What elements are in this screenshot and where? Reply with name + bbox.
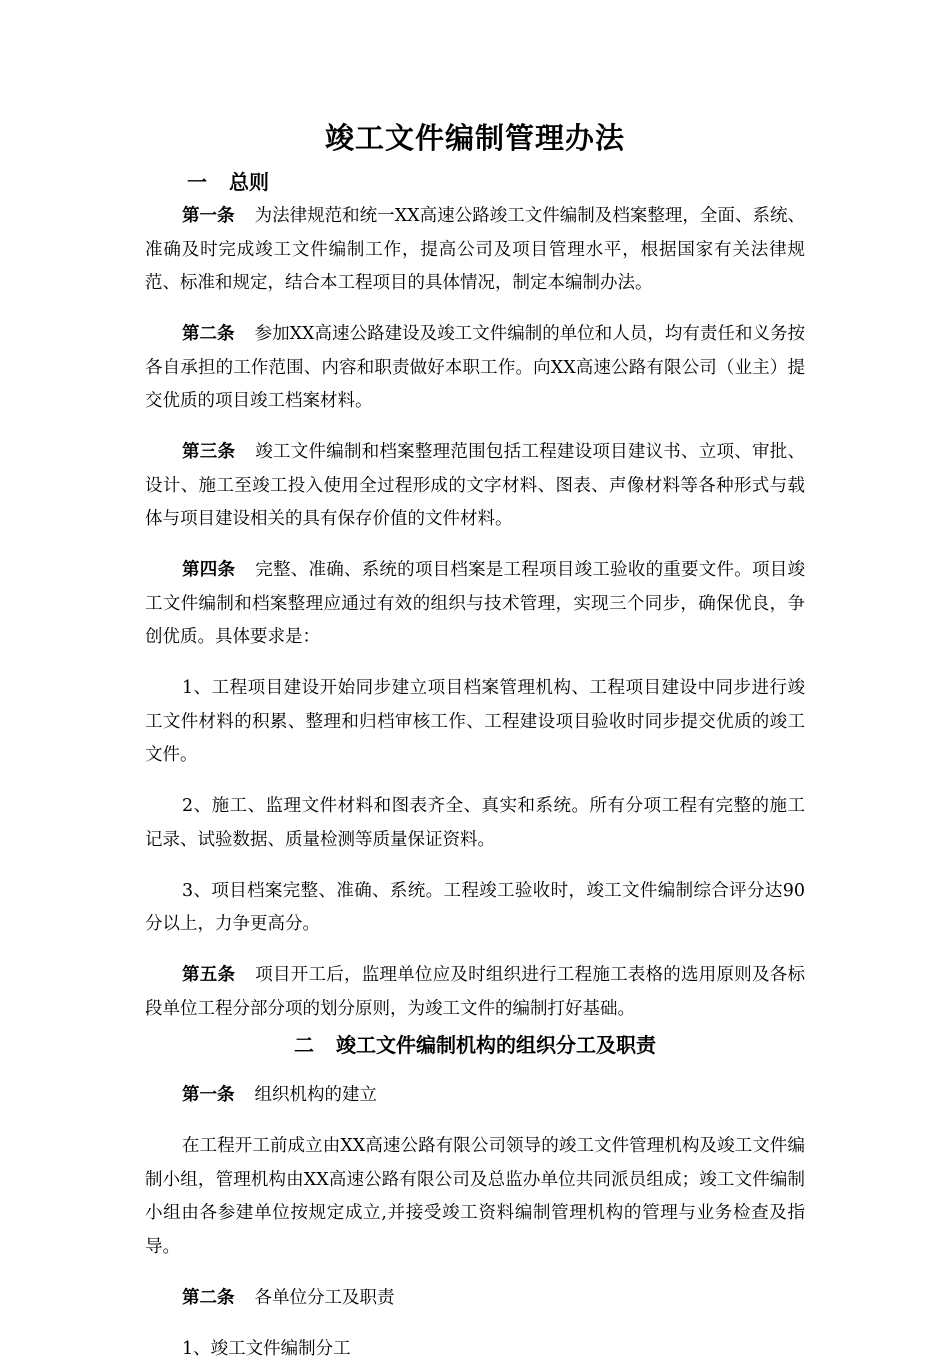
article-paragraph xyxy=(145,1282,805,1316)
article-text: 项目开工后，监理单位应及时组织进行工程施工表格的选用原则及各标段单位工程分部分项的划分原则，为竣工文件的编制打好基础。 xyxy=(145,965,806,1019)
article-paragraph xyxy=(145,959,805,1026)
article-paragraph xyxy=(145,200,805,301)
article-paragraph xyxy=(145,436,805,537)
page-title: 竣工文件编制管理办法 xyxy=(324,121,625,155)
list-item: 3、项目档案完整、准确、系统。工程竣工验收时，竣工文件编制综合评分达90分以上，力争更高分。 xyxy=(145,880,805,934)
list-item: 1、竣工文件编制分工 xyxy=(182,1338,351,1359)
section-number: 一 xyxy=(187,170,207,194)
article-paragraph xyxy=(145,318,805,419)
article-label: 第二条 xyxy=(182,1287,235,1308)
article-label: 第二条 xyxy=(182,324,235,344)
article-text: 为法律规范和统一XX高速公路竣工文件编制及档案整理，全面、系统、准确及时完成竣工文件编制工作，提高公司及项目管理水平，根据国家有关法律规范、标准和规定，结合本工程项目的具体情况，制定本编制办法。 xyxy=(145,206,806,293)
article-paragraph xyxy=(145,1079,805,1113)
article-text: 组织机构的建立 xyxy=(254,1085,377,1105)
article-label: 第五条 xyxy=(182,965,236,985)
list-item: 2、施工、监理文件材料和图表齐全、真实和系统。所有分项工程有完整的施工记录、试验数据、质量检测等质量保证资料。 xyxy=(145,796,805,850)
section-heading-organization xyxy=(145,1028,805,1062)
section-heading-general xyxy=(145,164,805,200)
article-label: 第四条 xyxy=(182,560,236,580)
list-item: 1、工程项目建设开始同步建立项目档案管理机构、工程项目建设中同步进行竣工文件材料的积累、整理和归档审核工作、工程建设项目验收时同步提交优质的竣工文件。 xyxy=(145,678,805,765)
body-paragraph: 在工程开工前成立由XX高速公路有限公司领导的竣工文件管理机构及竣工文件编制小组，管理机构由XX高速公路有限公司及总监办单位共同派员组成；竣工文件编制小组由各参建单位按规定成立,并接受竣工资料编制管理机构的管理与业务检查及指导。 xyxy=(145,1136,805,1257)
article-text: 各单位分工及职责 xyxy=(254,1287,395,1308)
article-label: 第一条 xyxy=(182,1085,235,1105)
section-title: 竣工文件编制机构的组织分工及职责 xyxy=(336,1032,656,1057)
article-label: 第三条 xyxy=(182,442,236,462)
article-paragraph xyxy=(145,554,805,655)
article-text: 完整、准确、系统的项目档案是工程项目竣工验收的重要文件。项目竣工文件编制和档案整理应通过有效的组织与技术管理，实现三个同步，确保优良，争创优质。具体要求是： xyxy=(145,560,806,647)
article-text: 参加XX高速公路建设及竣工文件编制的单位和人员，均有责任和义务按各自承担的工作范围、内容和职责做好本职工作。向XX高速公路有限公司（业主）提交优质的项目竣工档案材料。 xyxy=(145,324,806,411)
article-text: 竣工文件编制和档案整理范围包括工程建设项目建议书、立项、审批、设计、施工至竣工投入使用全过程形成的文字材料、图表、声像材料等各种形式与载体与项目建设相关的具有保存价值的文件材料。 xyxy=(145,442,806,529)
section-title: 总则 xyxy=(229,170,269,194)
article-label: 第一条 xyxy=(182,206,235,226)
section-number: 二 xyxy=(294,1032,314,1057)
document-body xyxy=(145,164,805,1368)
